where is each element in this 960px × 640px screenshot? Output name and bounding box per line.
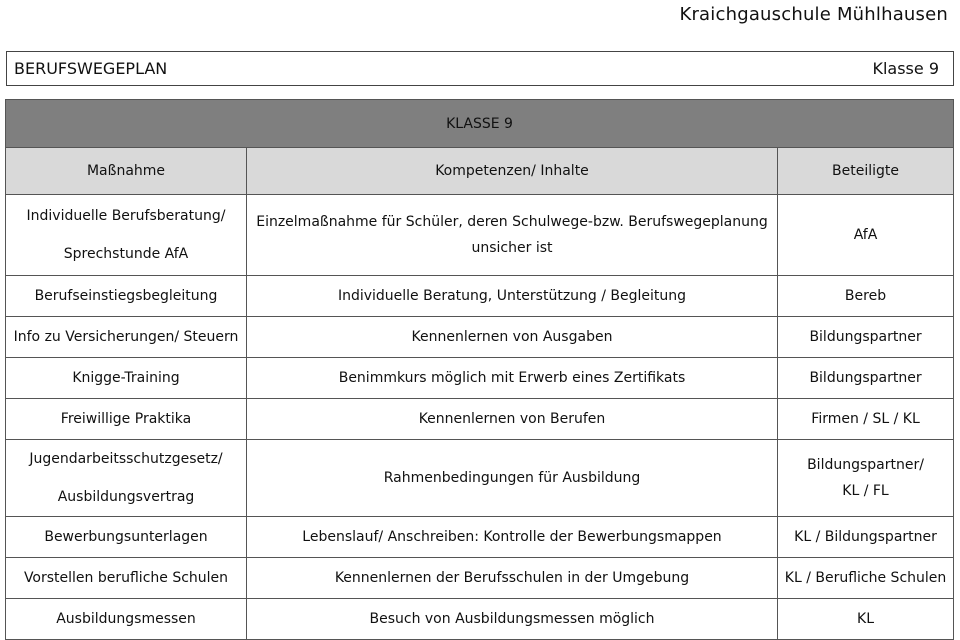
table-row <box>6 358 954 399</box>
content-cell <box>247 558 778 599</box>
participants-cell <box>778 399 954 440</box>
cell-line: Bewerbungsunterlagen <box>44 529 208 545</box>
content-cell <box>247 517 778 558</box>
cell-line: Freiwillige Praktika <box>60 411 192 427</box>
participants-cell <box>778 195 954 276</box>
participants-cell <box>778 317 954 358</box>
class-band-label: KLASSE 9 <box>6 100 954 148</box>
cell-line: Knigge-Training <box>72 370 180 386</box>
measure-cell <box>6 558 247 599</box>
cell-line: KL <box>857 611 874 627</box>
table-row <box>6 195 954 276</box>
measure-cell <box>6 517 247 558</box>
table-row <box>6 440 954 517</box>
cell-line: Jugendarbeitsschutzgesetz/ <box>29 451 223 467</box>
content-cell <box>247 599 778 640</box>
cell-line: Ausbildungsvertrag <box>57 489 195 505</box>
content-cell <box>247 276 778 317</box>
cell-line: Info zu Versicherungen/ Steuern <box>13 329 239 345</box>
cell-line: Firmen / SL / KL <box>811 411 920 427</box>
header-measure: Maßnahme <box>6 148 247 195</box>
content-cell <box>247 358 778 399</box>
title-box <box>6 51 954 86</box>
cell-line: Benimmkurs möglich mit Erwerb eines Zertifikats <box>338 370 686 386</box>
cell-line: Ausbildungsmessen <box>56 611 196 627</box>
cell-line: Einzelmaßnahme für Schüler, deren Schulwege-bzw. Berufswegeplanung <box>256 214 768 230</box>
table-row <box>6 399 954 440</box>
cell-line: Lebenslauf/ Anschreiben: Kontrolle der Bewerbungsmappen <box>302 529 722 545</box>
table-row <box>6 517 954 558</box>
cell-line: unsicher ist <box>471 240 553 256</box>
participants-cell <box>778 517 954 558</box>
cell-line: Berufseinstiegsbegleitung <box>34 288 218 304</box>
class-band-row <box>6 100 954 148</box>
cell-line: KL / Bildungspartner <box>794 529 937 545</box>
participants-cell <box>778 558 954 599</box>
measure-cell <box>6 317 247 358</box>
cell-line: Bereb <box>844 288 887 304</box>
cell-line: KL / FL <box>842 483 889 499</box>
cell-line: Sprechstunde AfA <box>63 246 189 262</box>
cell-line: KL / Berufliche Schulen <box>784 570 947 586</box>
cell-line: Bildungspartner/ <box>807 457 924 473</box>
header-content: Kompetenzen/ Inhalte <box>247 148 778 195</box>
participants-cell <box>778 599 954 640</box>
table-row <box>6 599 954 640</box>
content-cell <box>247 399 778 440</box>
cell-line: Kennenlernen von Ausgaben <box>411 329 613 345</box>
content-cell <box>247 317 778 358</box>
content-cell <box>247 195 778 276</box>
cell-line: Individuelle Beratung, Unterstützung / Begleitung <box>337 288 687 304</box>
cell-line: Bildungspartner <box>809 329 922 345</box>
cell-line: AfA <box>853 227 878 243</box>
content-cell <box>247 440 778 517</box>
table-row <box>6 317 954 358</box>
cell-line: Rahmenbedingungen für Ausbildung <box>383 470 641 486</box>
cell-line: Besuch von Ausbildungsmessen möglich <box>369 611 655 627</box>
measure-cell <box>6 195 247 276</box>
table-row <box>6 558 954 599</box>
cell-line: Kennenlernen von Berufen <box>418 411 606 427</box>
class-label: Klasse 9 <box>872 59 939 78</box>
cell-line: Bildungspartner <box>809 370 922 386</box>
measure-cell <box>6 399 247 440</box>
header-row <box>6 148 954 195</box>
measure-cell <box>6 358 247 399</box>
school-name: Kraichgauschule Mühlhausen <box>679 4 948 25</box>
participants-cell <box>778 440 954 517</box>
measure-cell <box>6 276 247 317</box>
measure-cell <box>6 599 247 640</box>
header-participants: Beteiligte <box>778 148 954 195</box>
document-title: BERUFSWEGEPLAN <box>14 59 168 78</box>
cell-line: Kennenlernen der Berufsschulen in der Umgebung <box>334 570 690 586</box>
career-plan-table <box>5 99 954 640</box>
participants-cell <box>778 276 954 317</box>
cell-line: Individuelle Berufsberatung/ <box>26 208 226 224</box>
participants-cell <box>778 358 954 399</box>
cell-line: Vorstellen berufliche Schulen <box>23 570 229 586</box>
table-row <box>6 276 954 317</box>
measure-cell <box>6 440 247 517</box>
table-body <box>6 195 954 640</box>
